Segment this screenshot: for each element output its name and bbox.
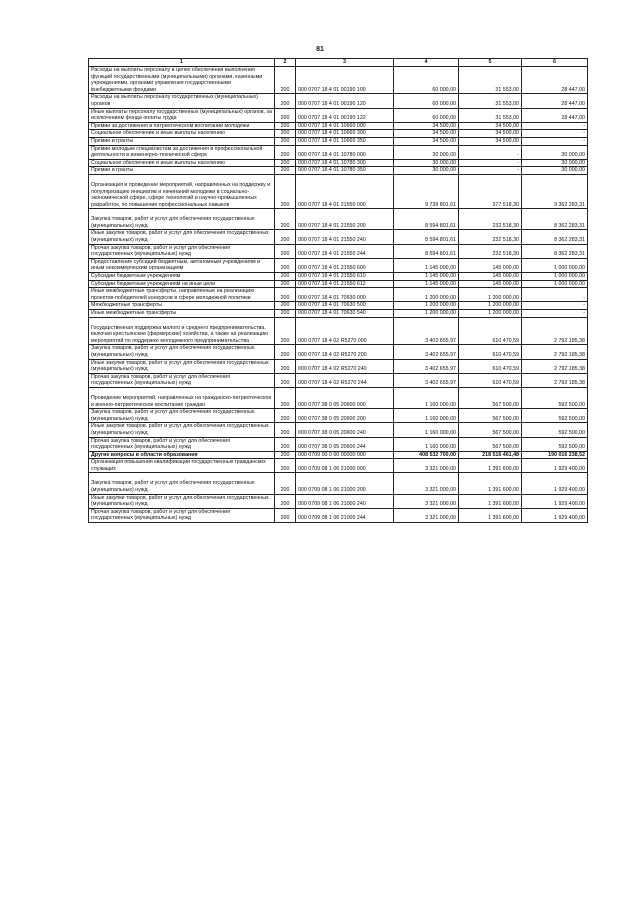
table-row	[89, 437, 588, 451]
cell-rest: 1 000 000,00	[522, 280, 588, 288]
cell-plan: 3 321 000,00	[394, 473, 459, 494]
cell-plan: 1 200 000,00	[394, 288, 459, 302]
cell-plan: 1 145 000,00	[394, 280, 459, 288]
cell-code: 200	[275, 94, 296, 108]
cell-plan: 8 594 801,61	[394, 209, 459, 230]
cell-fact: 34 500,00	[459, 122, 522, 130]
cell-code: 200	[275, 280, 296, 288]
header-row	[89, 59, 588, 67]
cell-rest: -	[522, 302, 588, 310]
cell-name: Иные закупки товаров, работ и услуг для обеспечения государственных (муниципальных) нужд	[89, 494, 275, 508]
cell-kbk: 000 0707 18 4 01 10660 300	[296, 130, 394, 138]
cell-rest: 2 792 185,38	[522, 359, 588, 373]
cell-code: 200	[275, 302, 296, 310]
header-col-kbk: 3	[296, 59, 394, 67]
cell-fact: 567 500,00	[459, 437, 522, 451]
cell-kbk: 000 0707 18 4 02 R5270 240	[296, 359, 394, 373]
cell-name: Иные межбюджетные трансферты, направленные на реализацию проектов-победителей конкурсов в сфере молодежной политики	[89, 288, 275, 302]
table-row	[89, 94, 588, 108]
cell-fact: 218 516 461,48	[459, 451, 522, 459]
cell-fact: 31 553,00	[459, 108, 522, 122]
cell-name: Расходы на выплаты персоналу государственных (муниципальных) органов	[89, 94, 275, 108]
cell-rest: 1 929 400,00	[522, 473, 588, 494]
cell-kbk: 000 0707 18 4 01 00190 120	[296, 94, 394, 108]
cell-kbk: 000 0707 18 4 02 R5270 000	[296, 317, 394, 345]
cell-fact: 377 518,30	[459, 174, 522, 208]
page-number: 81	[316, 46, 324, 53]
cell-code: 200	[275, 317, 296, 345]
cell-kbk: 000 0707 18 4 01 00190 122	[296, 108, 394, 122]
cell-fact: 145 000,00	[459, 273, 522, 281]
cell-plan: 8 594 801,61	[394, 244, 459, 258]
cell-code: 200	[275, 273, 296, 281]
table-row	[89, 310, 588, 318]
cell-fact: 1 200 000,00	[459, 302, 522, 310]
cell-name: Премии и гранты	[89, 167, 275, 175]
cell-kbk: 000 0707 18 4 02 R5270 200	[296, 345, 394, 359]
cell-rest: 2 792 185,38	[522, 317, 588, 345]
cell-rest: -	[522, 130, 588, 138]
cell-fact: 232 518,30	[459, 244, 522, 258]
cell-rest: 1 000 000,00	[522, 258, 588, 272]
table-row	[89, 288, 588, 302]
cell-rest: -	[522, 288, 588, 302]
cell-rest: 592 500,00	[522, 409, 588, 423]
table-row	[89, 359, 588, 373]
table-row	[89, 273, 588, 281]
cell-name: Иные закупки товаров, работ и услуг для обеспечения государственных (муниципальных) нужд	[89, 359, 275, 373]
cell-fact: 145 000,00	[459, 280, 522, 288]
cell-code: 200	[275, 122, 296, 130]
cell-plan: 60 000,00	[394, 108, 459, 122]
cell-code: 200	[275, 288, 296, 302]
cell-name: Социальное обеспечение и иные выплаты населению	[89, 159, 275, 167]
cell-fact: 232 518,30	[459, 209, 522, 230]
cell-rest: 30 000,00	[522, 145, 588, 159]
cell-plan: 1 200 000,00	[394, 302, 459, 310]
cell-code: 200	[275, 387, 296, 408]
cell-kbk: 000 0707 38 0 05 20600 244	[296, 437, 394, 451]
cell-fact: 34 500,00	[459, 137, 522, 145]
cell-kbk: 000 0707 18 4 01 21550 612	[296, 280, 394, 288]
cell-fact: 610 470,59	[459, 359, 522, 373]
cell-plan: 1 160 000,00	[394, 423, 459, 437]
cell-plan: 1 160 000,00	[394, 387, 459, 408]
cell-kbk: 000 0709 00 0 00 00000 000	[296, 451, 394, 459]
cell-fact: 1 200 000,00	[459, 310, 522, 318]
table-row	[89, 230, 588, 244]
cell-name: Премии молодым специалистам за достижения в профессиональной деятельности в инженерно-технической сфере	[89, 145, 275, 159]
cell-fact: 31 553,00	[459, 67, 522, 94]
cell-plan: 8 594 801,61	[394, 230, 459, 244]
table-row	[89, 67, 588, 94]
cell-name: Закупка товаров, работ и услуг для обеспечения государственных (муниципальных) нужд	[89, 345, 275, 359]
cell-kbk: 000 0707 38 0 05 20600 240	[296, 423, 394, 437]
cell-name: Закупка товаров, работ и услуг для обеспечения государственных (муниципальных) нужд	[89, 409, 275, 423]
cell-name: Межбюджетные трансферты	[89, 302, 275, 310]
table-row	[89, 387, 588, 408]
cell-name: Социальное обеспечение и иные выплаты населению	[89, 130, 275, 138]
cell-plan: 1 160 000,00	[394, 437, 459, 451]
cell-code: 200	[275, 508, 296, 522]
table-row	[89, 122, 588, 130]
cell-rest: 1 000 000,00	[522, 273, 588, 281]
cell-name: Закупка товаров, работ и услуг для обеспечения государственных (муниципальных) нужд	[89, 209, 275, 230]
cell-code: 200	[275, 209, 296, 230]
cell-code: 200	[275, 258, 296, 272]
cell-plan: 3 402 655,97	[394, 373, 459, 387]
table-row	[89, 302, 588, 310]
cell-kbk: 000 0707 18 4 01 21550 200	[296, 209, 394, 230]
cell-rest: 8 362 283,31	[522, 209, 588, 230]
cell-fact: 610 470,59	[459, 317, 522, 345]
cell-plan: 60 000,00	[394, 94, 459, 108]
cell-plan: 1 200 000,00	[394, 310, 459, 318]
cell-plan: 34 500,00	[394, 137, 459, 145]
header-col-code: 2	[275, 59, 296, 67]
cell-plan: 3 402 655,97	[394, 359, 459, 373]
table-row	[89, 409, 588, 423]
cell-name: Прочая закупка товаров, работ и услуг для обеспечения государственных (муниципальных) нужд	[89, 437, 275, 451]
cell-kbk: 000 0707 18 4 02 R5270 244	[296, 373, 394, 387]
cell-plan: 3 402 655,97	[394, 345, 459, 359]
cell-code: 200	[275, 423, 296, 437]
table-row	[89, 244, 588, 258]
cell-kbk: 000 0707 18 4 01 21550 000	[296, 174, 394, 208]
cell-fact: 1 391 600,00	[459, 508, 522, 522]
table-row	[89, 174, 588, 208]
cell-code: 200	[275, 494, 296, 508]
cell-name: Прочая закупка товаров, работ и услуг для обеспечения государственных (муниципальных) нужд	[89, 508, 275, 522]
cell-plan: 3 321 000,00	[394, 494, 459, 508]
cell-rest: 592 500,00	[522, 387, 588, 408]
table-row	[89, 451, 588, 459]
table-row	[89, 137, 588, 145]
table-row	[89, 159, 588, 167]
cell-code: 200	[275, 174, 296, 208]
cell-name: Расходы на выплаты персоналу в целях обеспечения выполнения функций государственными (муниципальными) органами, казенными учреждениями, органами управления государственными внебюджетными фондами	[89, 67, 275, 94]
cell-code: 200	[275, 230, 296, 244]
header-col-fact: 5	[459, 59, 522, 67]
cell-name: Премии и гранты	[89, 137, 275, 145]
cell-code: 200	[275, 373, 296, 387]
cell-code: 200	[275, 67, 296, 94]
cell-name: Закупка товаров, работ и услуг для обеспечения государственных (муниципальных) нужд	[89, 473, 275, 494]
cell-kbk: 000 0707 18 4 01 70630 500	[296, 302, 394, 310]
cell-fact: -	[459, 167, 522, 175]
cell-rest: 2 792 185,38	[522, 373, 588, 387]
cell-kbk: 000 0707 18 4 01 70630 000	[296, 288, 394, 302]
cell-plan: 30 000,00	[394, 167, 459, 175]
cell-fact: -	[459, 145, 522, 159]
cell-plan: 3 321 000,00	[394, 459, 459, 473]
cell-rest: 592 500,00	[522, 437, 588, 451]
cell-fact: 1 391 600,00	[459, 473, 522, 494]
cell-fact: 610 470,59	[459, 345, 522, 359]
cell-name: Прочая закупка товаров, работ и услуг для обеспечения государственных (муниципальных) нужд	[89, 373, 275, 387]
cell-kbk: 000 0707 18 4 01 10660 000	[296, 122, 394, 130]
cell-plan: 30 000,00	[394, 159, 459, 167]
cell-kbk: 000 0707 18 4 01 10780 350	[296, 167, 394, 175]
cell-code: 200	[275, 310, 296, 318]
cell-code: 200	[275, 167, 296, 175]
table-row	[89, 130, 588, 138]
header-col-plan: 4	[394, 59, 459, 67]
cell-fact: 567 500,00	[459, 387, 522, 408]
cell-fact: 610 470,59	[459, 373, 522, 387]
cell-rest: 30 000,00	[522, 159, 588, 167]
cell-code: 200	[275, 244, 296, 258]
cell-rest: 30 000,00	[522, 167, 588, 175]
cell-kbk: 000 0707 18 4 01 70630 540	[296, 310, 394, 318]
cell-fact: 145 000,00	[459, 258, 522, 272]
table-row	[89, 145, 588, 159]
cell-name: Субсидии бюджетным учреждениям	[89, 273, 275, 281]
cell-kbk: 000 0709 08 1 06 21000 244	[296, 508, 394, 522]
cell-code: 200	[275, 145, 296, 159]
cell-fact: 1 391 600,00	[459, 494, 522, 508]
cell-code: 200	[275, 459, 296, 473]
table-row	[89, 423, 588, 437]
cell-code: 200	[275, 409, 296, 423]
cell-rest: -	[522, 137, 588, 145]
table-row	[89, 508, 588, 522]
table-row	[89, 473, 588, 494]
cell-name: Иные межбюджетные трансферты	[89, 310, 275, 318]
cell-fact: 567 500,00	[459, 409, 522, 423]
cell-fact: 1 200 000,00	[459, 288, 522, 302]
table-row	[89, 373, 588, 387]
cell-fact: 1 391 600,00	[459, 459, 522, 473]
table-row	[89, 280, 588, 288]
cell-rest: 9 362 283,31	[522, 174, 588, 208]
cell-rest: 1 929 400,00	[522, 459, 588, 473]
cell-fact: 567 500,00	[459, 423, 522, 437]
cell-plan: 34 500,00	[394, 122, 459, 130]
budget-table	[88, 58, 588, 523]
table-row	[89, 209, 588, 230]
cell-plan: 1 145 000,00	[394, 273, 459, 281]
cell-rest: 8 362 283,31	[522, 230, 588, 244]
cell-kbk: 000 0707 38 0 05 20600 000	[296, 387, 394, 408]
cell-name: Иные выплаты персоналу государственных (муниципальных) органов, за исключением фонда оплаты труда	[89, 108, 275, 122]
cell-kbk: 000 0707 18 4 01 21550 610	[296, 273, 394, 281]
cell-rest: 28 447,00	[522, 108, 588, 122]
cell-kbk: 000 0709 08 1 06 21000 240	[296, 494, 394, 508]
cell-name: Субсидии бюджетным учреждениям на иные цели	[89, 280, 275, 288]
cell-code: 200	[275, 473, 296, 494]
cell-kbk: 000 0707 18 4 01 10780 000	[296, 145, 394, 159]
cell-rest: -	[522, 122, 588, 130]
cell-name: Иные закупки товаров, работ и услуг для обеспечения государственных (муниципальных) нужд	[89, 423, 275, 437]
cell-kbk: 000 0707 18 4 01 21550 244	[296, 244, 394, 258]
cell-name: Предоставление субсидий бюджетным, автономным учреждениям и иным некоммерческим организациям	[89, 258, 275, 272]
cell-fact: -	[459, 159, 522, 167]
cell-plan: 1 160 000,00	[394, 409, 459, 423]
table-row	[89, 108, 588, 122]
cell-kbk: 000 0707 18 4 01 00190 100	[296, 67, 394, 94]
cell-name: Организация повышения квалификации государственных гражданских служащих	[89, 459, 275, 473]
cell-kbk: 000 0709 08 1 06 21000 200	[296, 473, 394, 494]
cell-rest: 1 929 400,00	[522, 508, 588, 522]
table-row	[89, 317, 588, 345]
cell-plan: 30 000,00	[394, 145, 459, 159]
cell-code: 200	[275, 345, 296, 359]
cell-rest: 28 447,00	[522, 67, 588, 94]
cell-rest: -	[522, 310, 588, 318]
cell-kbk: 000 0709 08 1 06 21000 000	[296, 459, 394, 473]
cell-rest: 28 447,00	[522, 94, 588, 108]
table-row	[89, 494, 588, 508]
cell-plan: 1 145 000,00	[394, 258, 459, 272]
table-row	[89, 167, 588, 175]
table-row	[89, 345, 588, 359]
table-row	[89, 459, 588, 473]
cell-plan: 3 402 655,97	[394, 317, 459, 345]
cell-code: 200	[275, 130, 296, 138]
cell-name: Другие вопросы в области образования	[89, 451, 275, 459]
cell-fact: 31 553,00	[459, 94, 522, 108]
cell-plan: 9 739 801,61	[394, 174, 459, 208]
cell-code: 200	[275, 359, 296, 373]
header-col-name: 1	[89, 59, 275, 67]
cell-kbk: 000 0707 18 4 01 21550 600	[296, 258, 394, 272]
cell-code: 200	[275, 159, 296, 167]
cell-fact: 34 500,00	[459, 130, 522, 138]
cell-plan: 408 532 700,00	[394, 451, 459, 459]
cell-rest: 8 362 283,31	[522, 244, 588, 258]
cell-code: 200	[275, 437, 296, 451]
cell-kbk: 000 0707 18 4 01 10660 350	[296, 137, 394, 145]
cell-name: Премии за достижения в патриотическом воспитании молодежи	[89, 122, 275, 130]
cell-rest: 190 016 238,52	[522, 451, 588, 459]
cell-rest: 2 792 185,38	[522, 345, 588, 359]
cell-plan: 60 000,00	[394, 67, 459, 94]
cell-kbk: 000 0707 18 4 01 21550 240	[296, 230, 394, 244]
table-row	[89, 258, 588, 272]
cell-plan: 34 500,00	[394, 130, 459, 138]
cell-fact: 232 518,30	[459, 230, 522, 244]
cell-code: 200	[275, 108, 296, 122]
cell-name: Государственная поддержка малого и среднего предпринимательства, включая крестьянские (фермерские) хозяйства, а также на реализацию мероприятий по поддержке молодежного предпринимательства	[89, 317, 275, 345]
cell-name: Прочая закупка товаров, работ и услуг для обеспечения государственных (муниципальных) нужд	[89, 244, 275, 258]
cell-name: Организация и проведение мероприятий, направленных на поддержку и популяризацию инициатив и начинаний молодежи в социально-экономической сфере, сфере технологий и научно-промышленных разработок, по повышение профессиональных навыков	[89, 174, 275, 208]
cell-kbk: 000 0707 18 4 01 10780 300	[296, 159, 394, 167]
cell-code: 200	[275, 137, 296, 145]
cell-plan: 3 321 000,00	[394, 508, 459, 522]
header-col-rest: 6	[522, 59, 588, 67]
cell-kbk: 000 0707 38 0 05 20600 200	[296, 409, 394, 423]
cell-code: 200	[275, 451, 296, 459]
cell-rest: 592 500,00	[522, 423, 588, 437]
cell-name: Проведение мероприятий, направленных на гражданско-патриотическое и военно-патриотическое воспитание граждан	[89, 387, 275, 408]
cell-name: Иные закупки товаров, работ и услуг для обеспечения государственных (муниципальных) нужд	[89, 230, 275, 244]
cell-rest: 1 929 400,00	[522, 494, 588, 508]
